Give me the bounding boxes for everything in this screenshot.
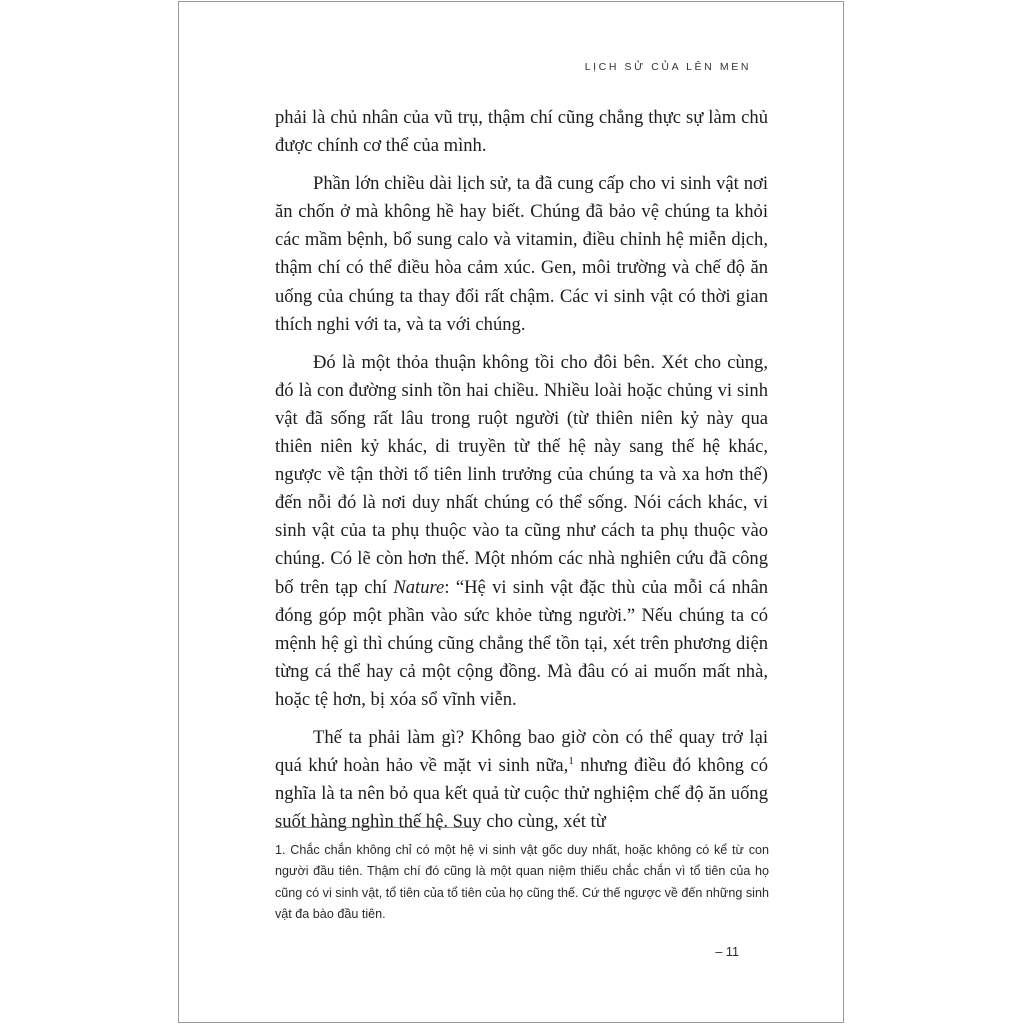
footnote-divider	[275, 827, 476, 828]
footnote-reference[interactable]: 1	[568, 754, 574, 767]
paragraph-mutual-agreement	[275, 349, 768, 714]
footnote: 1. Chắc chắn không chỉ có một hệ vi sinh vật gốc duy nhất, hoặc không có kể từ con người đầu tiên. Thậm chí đó cũng là một quan niệm thiếu chắc chắn vì tổ tiên của họ cũng có vi sinh vật, tổ tiên của tổ tiên của họ cũng thế. Cứ thế ngược về đến những sinh vật đa bào đầu tiên.	[275, 843, 769, 922]
paragraph-mutual-agreement-quote: : “Hệ vi sinh vật đặc thù của mỗi cá nhân đóng góp một phần vào sức khỏe từng người.” Nếu chúng ta có mệnh hệ gì thì chúng cũng chẳng thể tồn tại, xét trên phương diện từng cá thể hay cả một cộng đồng. Mà đâu có ai muốn mất nhà, hoặc tệ hơn, bị xóa sổ vĩnh viễn.	[275, 576, 768, 710]
paragraph-what-to-do-text: Thế ta phải làm gì? Không bao giờ còn có thể quay trở lại quá khứ hoàn hảo về mặt vi sinh nữa,	[275, 726, 768, 777]
running-header: LỊCH SỬ CỦA LÊN MEN	[584, 61, 751, 73]
paragraph-what-to-do-rest: nhưng điều đó không có nghĩa là ta nên bỏ qua kết quả từ cuộc thử nghiệm chế độ ăn uống suốt hàng nghìn thế hệ. Suy cho cùng, xét từ	[275, 755, 768, 833]
page-number: – 11	[715, 945, 739, 959]
body-text	[275, 104, 768, 846]
paragraph-microbes-history: Phần lớn chiều dài lịch sử, ta đã cung cấp cho vi sinh vật nơi ăn chốn ở mà không hề hay biết. Chúng đã bảo vệ chúng ta khỏi các mầm bệnh, bổ sung calo và vitamin, điều chỉnh hệ miễn dịch, thậm chí có thể điều hòa cảm xúc. Gen, môi trường và chế độ ăn uống của chúng ta thay đổi rất chậm. Các vi sinh vật có thời gian thích nghi với ta, và ta với chúng.	[275, 173, 768, 335]
paragraph-continuation: phải là chủ nhân của vũ trụ, thậm chí cũng chẳng thực sự làm chủ được chính cơ thể của mình.	[275, 107, 768, 157]
paragraph-mutual-agreement-text: Đó là một thỏa thuận không tồi cho đôi bên. Xét cho cùng, đó là con đường sinh tồn hai chiều. Nhiều loài hoặc chủng vi sinh vật đã sống rất lâu trong ruột người (từ thiên niên kỷ này qua thiên niên kỷ khác, di truyền từ thế hệ này sang thế hệ khác, ngược về tận thời tổ tiên linh trưởng của chúng ta và xa hơn thế) đến nỗi đó là nơi duy nhất chúng có thể sống. Nói cách khác, vi sinh vật của ta phụ thuộc vào ta cũng như cách ta phụ thuộc vào chúng. Có lẽ còn hơn thế. Một nhóm các nhà nghiên cứu đã công bố trên tạp chí	[275, 351, 768, 598]
journal-name-nature: Nature	[393, 576, 445, 598]
paragraph-what-to-do	[275, 724, 768, 836]
book-page	[178, 1, 844, 1023]
